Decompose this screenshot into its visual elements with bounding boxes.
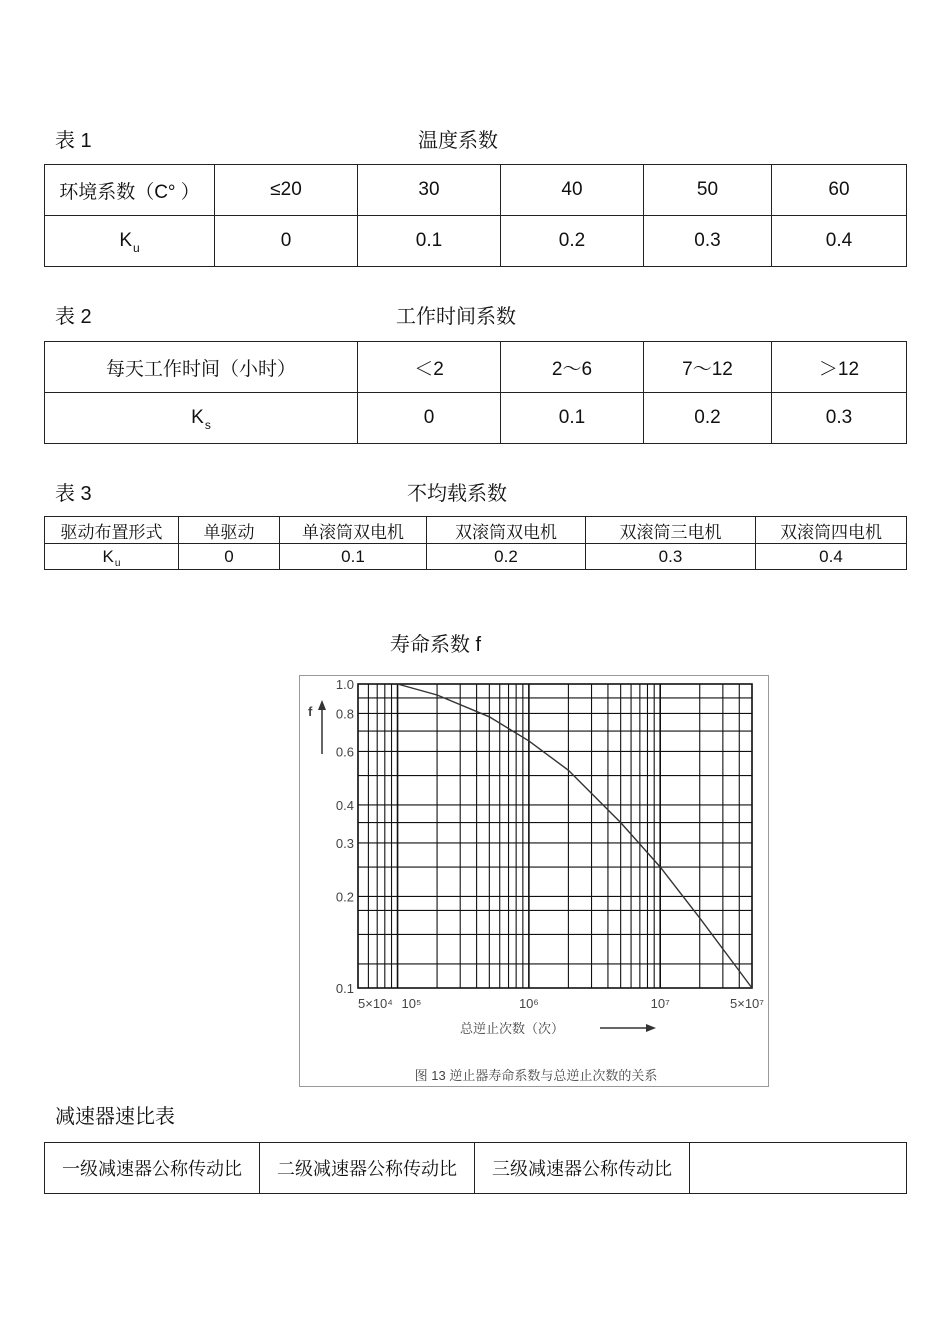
reducer-cell: 一级减速器公称传动比 [45,1143,260,1194]
x-tick-label: 5×10⁴ [358,996,393,1011]
value-cell: 0 [179,544,280,570]
header-cell: 50 [644,165,772,216]
life-coefficient-curve [398,684,753,988]
temperature-coefficient-table [44,164,907,267]
row-label: K [119,230,132,251]
header-cell: 每天工作时间（小时） [45,342,358,393]
working-time-coefficient-table [44,341,907,444]
reducer-cell [690,1143,907,1194]
value-cell: 0 [358,393,501,444]
reducer-cell: 二级减速器公称传动比 [260,1143,475,1194]
x-tick-label: 10⁵ [401,996,422,1011]
header-cell: 40 [501,165,644,216]
row-label-cell [45,544,179,570]
row-label-cell [45,393,358,444]
row-label: K [191,407,204,428]
row-label: K [102,546,114,566]
y-tick-label: 0.8 [335,706,354,722]
row-label-subscript: u [133,241,140,255]
header-cell: 7～12 [644,342,772,393]
table3-title: 不均载系数 [407,483,507,505]
reducer-title: 减速器速比表 [55,1106,175,1128]
header-cell: 驱动布置形式 [45,517,179,544]
value-cell: 0.2 [427,544,586,570]
x-axis-arrowhead [646,1024,656,1032]
uneven-load-coefficient-table [44,516,907,570]
header-cell: 单滚筒双电机 [280,517,427,544]
header-cell: 30 [358,165,501,216]
header-cell: 环境系数（C° ） [45,165,215,216]
y-axis-arrowhead [318,700,326,710]
x-axis-label: 总逆止次数（次） [459,1021,565,1036]
table2-title: 工作时间系数 [396,306,516,328]
reducer-ratio-table [44,1142,907,1194]
value-cell: 0 [215,216,358,267]
y-tick-label: 0.2 [335,889,354,905]
y-tick-label: 0.4 [335,797,354,813]
y-tick-label: 0.1 [335,981,354,996]
table3-label: 表 3 [55,483,92,505]
value-cell: 0.3 [586,544,756,570]
value-cell: 0.2 [501,216,644,267]
value-cell: 0.1 [280,544,427,570]
header-cell: ＜2 [358,342,501,393]
plot-frame [358,684,752,988]
x-tick-label: 5×10⁷ [730,996,764,1011]
header-cell: 双滚筒三电机 [586,517,756,544]
value-cell: 0.3 [772,393,907,444]
row-label-subscript: u [114,557,121,569]
y-tick-label: 0.3 [335,835,354,851]
table2-label: 表 2 [55,306,92,328]
value-cell: 0.4 [772,216,907,267]
header-cell: ＞12 [772,342,907,393]
x-tick-label: 10⁶ [518,996,539,1011]
chart-caption: 图 13 逆止器寿命系数与总逆止次数的关系 [414,1068,658,1083]
header-cell: 2～6 [501,342,644,393]
value-cell: 0.1 [501,393,644,444]
header-cell: 双滚筒双电机 [427,517,586,544]
header-cell: 单驱动 [179,517,280,544]
header-cell: ≤20 [215,165,358,216]
y-axis-label: f [308,704,313,719]
table1-title: 温度系数 [418,130,498,152]
value-cell: 0.4 [756,544,907,570]
value-cell: 0.3 [644,216,772,267]
chart-svg [300,676,768,1086]
header-cell: 60 [772,165,907,216]
row-label-subscript: s [204,418,211,432]
value-cell: 0.2 [644,393,772,444]
chart-title: 寿命系数 f [390,634,482,656]
life-coefficient-chart [299,675,769,1087]
x-tick-label: 10⁷ [650,996,670,1011]
reducer-cell: 三级减速器公称传动比 [475,1143,690,1194]
row-label-cell [45,216,215,267]
table1-label: 表 1 [55,130,92,152]
y-tick-label: 0.6 [335,744,354,760]
y-tick-label: 1.0 [335,677,354,692]
header-cell: 双滚筒四电机 [756,517,907,544]
value-cell: 0.1 [358,216,501,267]
